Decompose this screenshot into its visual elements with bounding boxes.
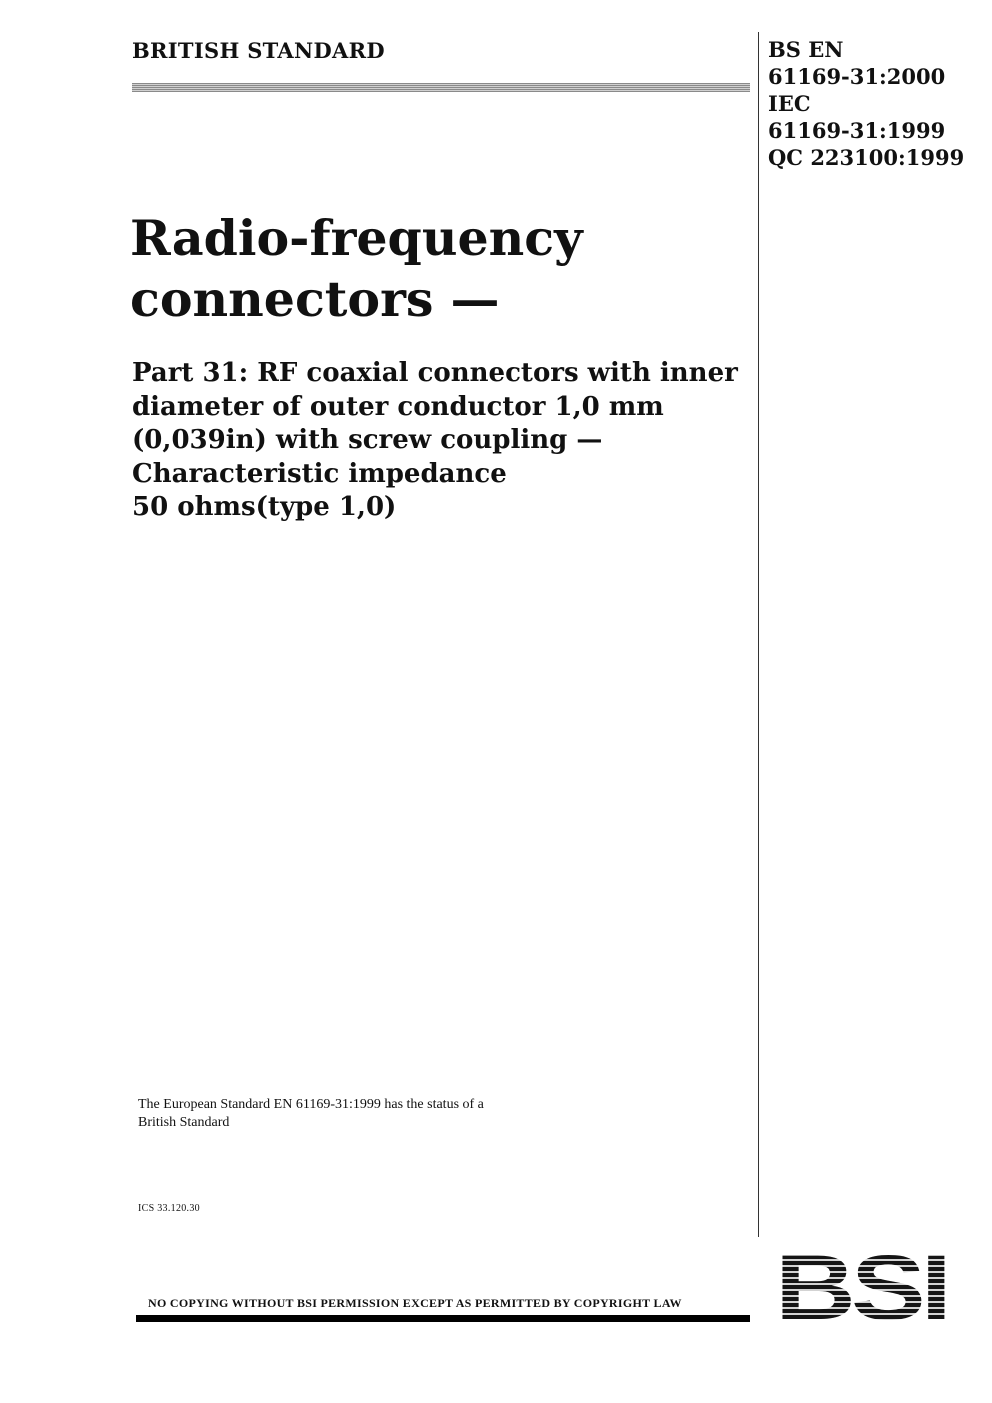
copyright-notice: NO COPYING WITHOUT BSI PERMISSION EXCEPT AS PERMITTED BY COPYRIGHT LAW xyxy=(148,1296,682,1310)
bsi-logo xyxy=(773,1243,949,1329)
subtitle-line: Part 31: RF coaxial connectors with inner xyxy=(132,358,738,388)
standard-number: QC 223100:1999 xyxy=(768,145,965,170)
vertical-divider xyxy=(758,32,759,1237)
document-type-label: BRITISH STANDARD xyxy=(132,38,385,63)
subtitle-line: 50 ohms(type 1,0) xyxy=(132,492,397,522)
standard-number: IEC xyxy=(768,91,811,116)
title-line: connectors — xyxy=(130,270,500,328)
subtitle-line: diameter of outer conductor 1,0 mm xyxy=(132,391,664,422)
subtitle-line: Characteristic impedance xyxy=(132,458,507,489)
footer-rule xyxy=(136,1315,750,1322)
standard-number: 61169-31:2000 xyxy=(768,64,946,89)
status-note-line: The European Standard EN 61169-31:1999 has the status of a xyxy=(138,1097,484,1112)
status-note-line: British Standard xyxy=(138,1115,230,1130)
standard-number: 61169-31:1999 xyxy=(768,118,946,143)
header-rule xyxy=(132,83,750,92)
status-note xyxy=(138,1096,588,1132)
subtitle-line: (0,039in) with screw coupling — xyxy=(132,425,603,455)
document-title xyxy=(130,208,750,330)
standard-number: BS EN xyxy=(768,37,844,62)
document-subtitle xyxy=(132,357,752,525)
ics-code: ICS 33.120.30 xyxy=(138,1203,200,1214)
standard-numbers xyxy=(768,36,964,171)
title-line: Radio-frequency xyxy=(130,209,583,267)
